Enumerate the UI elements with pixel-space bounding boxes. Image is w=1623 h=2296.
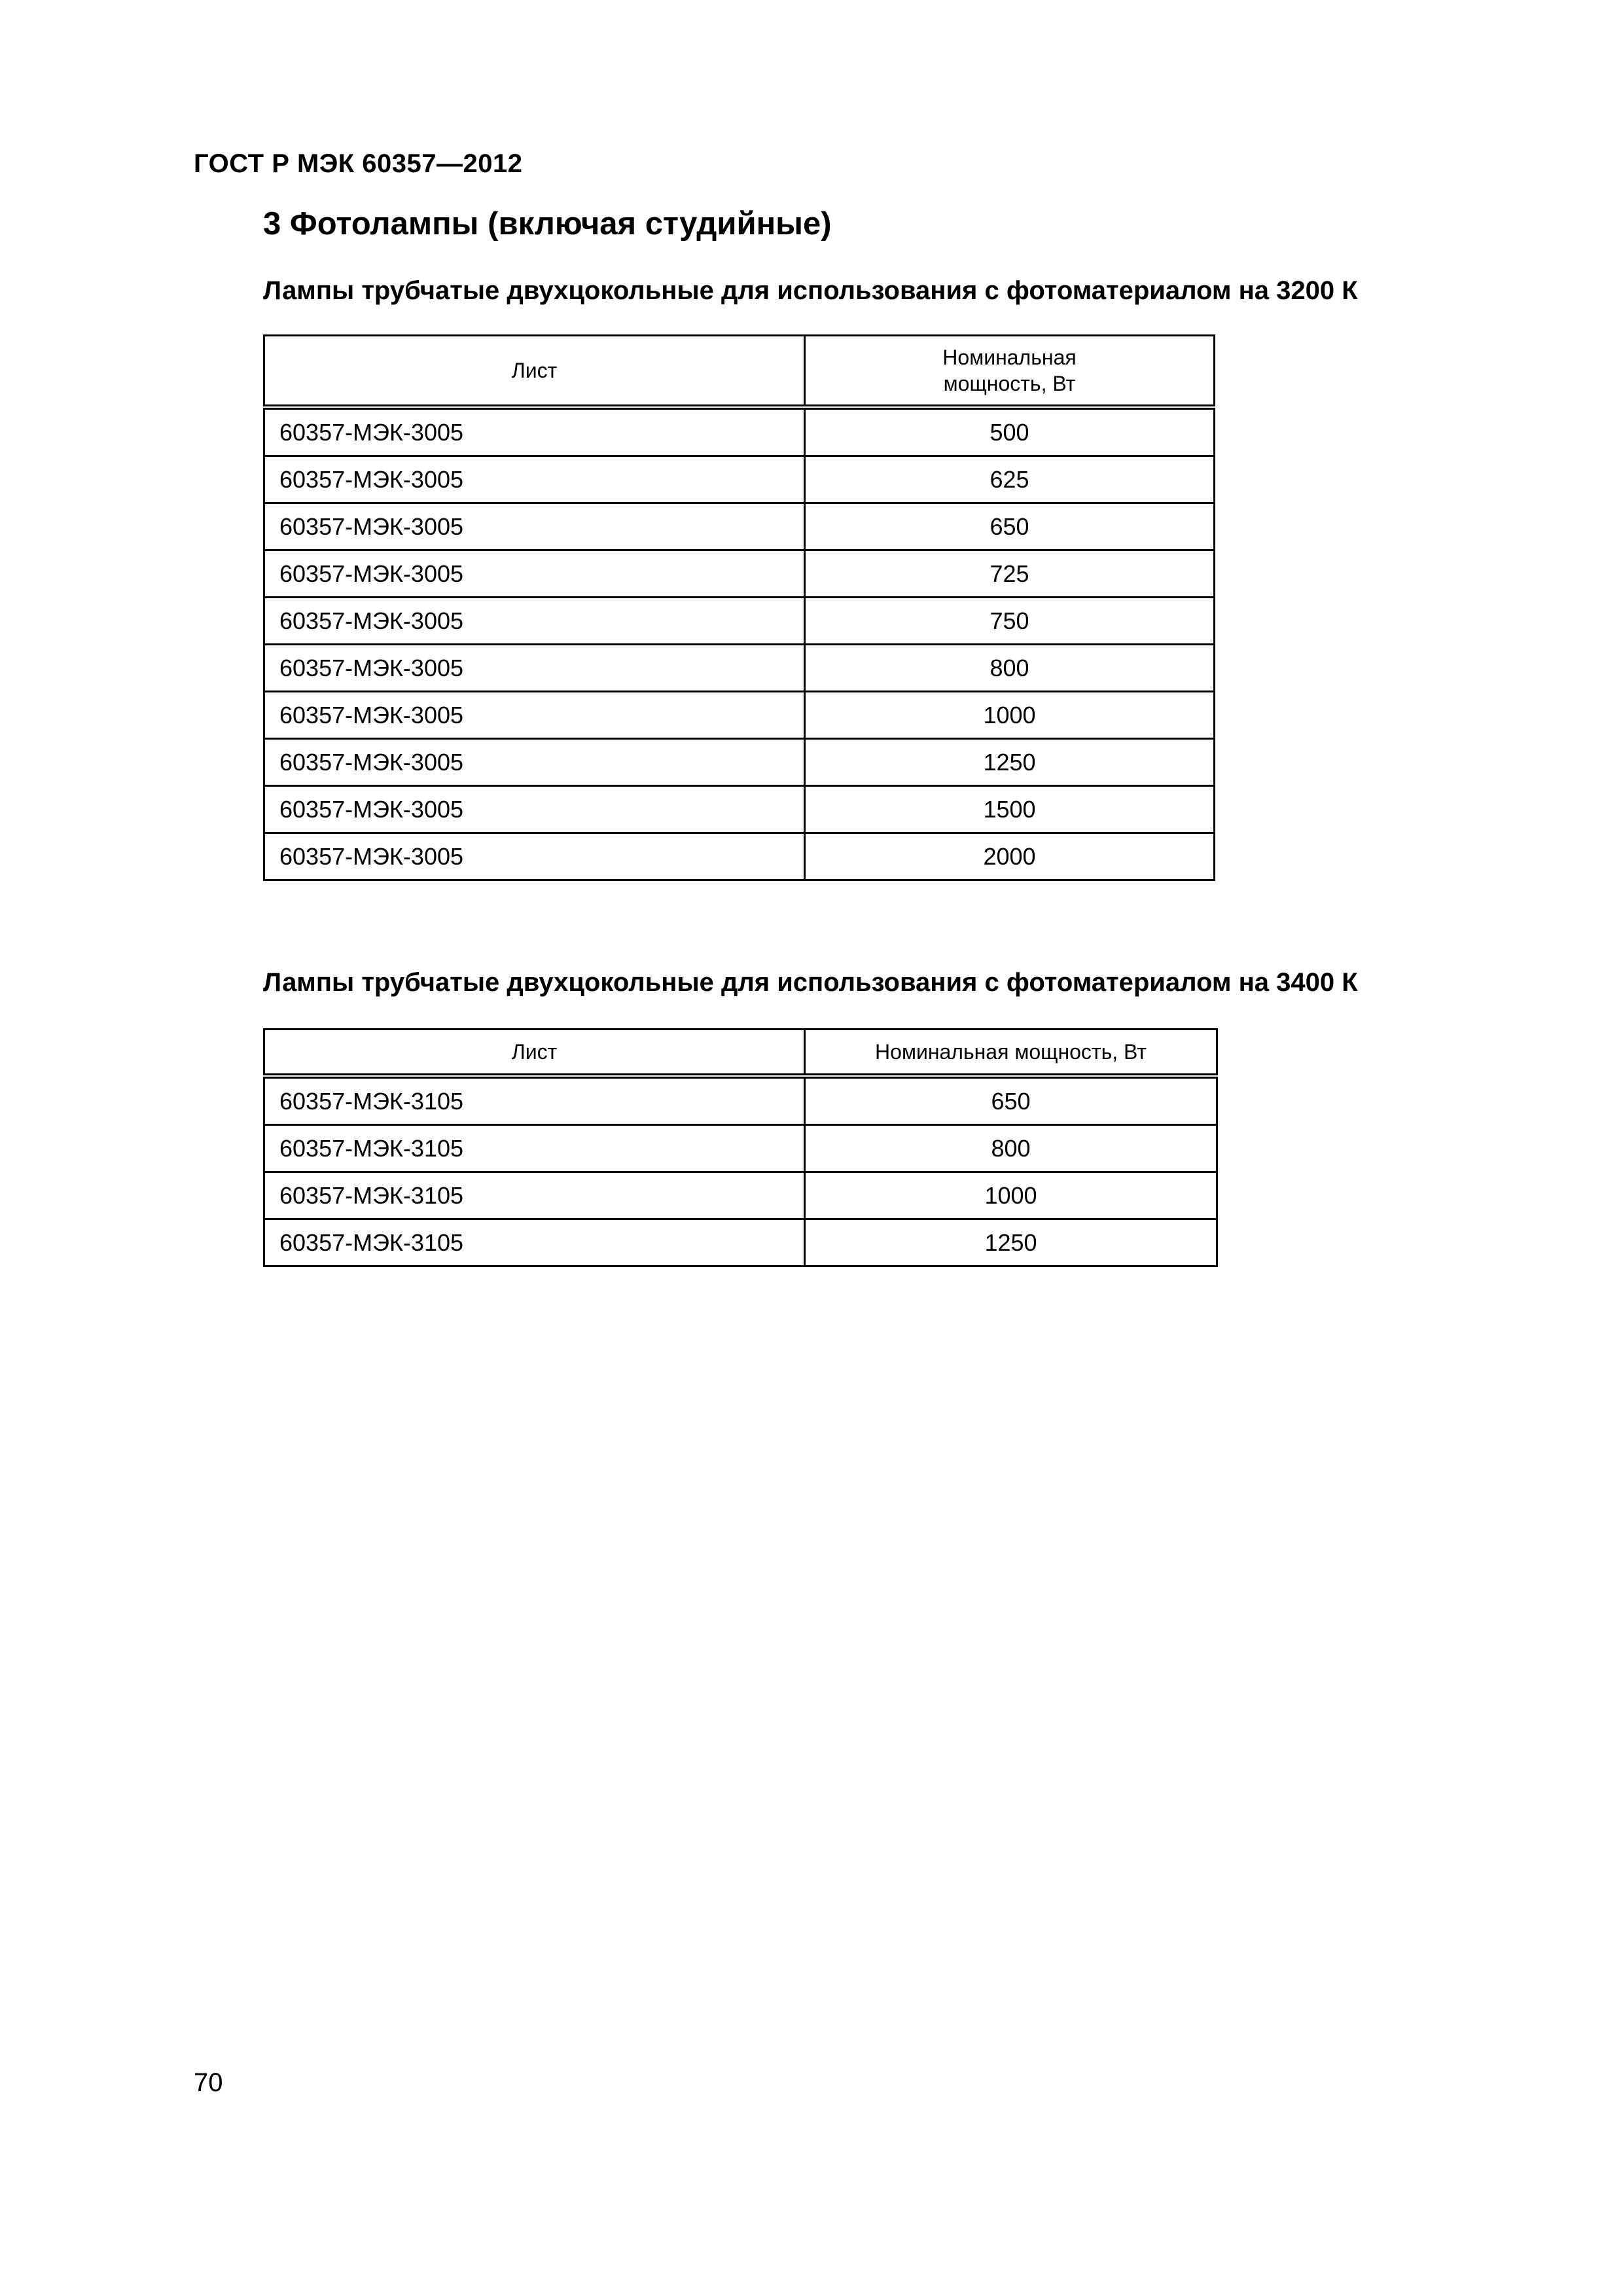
sheet-cell: 60357-МЭК-3105: [264, 1125, 805, 1172]
power-cell: 2000: [805, 833, 1215, 880]
table-row: [264, 407, 1215, 456]
table-row: [264, 786, 1215, 833]
table-3400-caption: Лампы трубчатые двухцокольные для использования с фотоматериалом на 3400 К: [263, 968, 1358, 997]
section-heading: 3 Фотолампы (включая студийные): [263, 206, 832, 242]
column-header-power: [805, 336, 1215, 408]
table-row: [264, 598, 1215, 645]
power-cell: 500: [805, 407, 1215, 456]
table-row: [264, 645, 1215, 692]
sheet-cell: 60357-МЭК-3005: [264, 503, 805, 550]
column-header-power-line1: Номинальная: [942, 346, 1077, 369]
power-cell: 1250: [805, 1219, 1217, 1266]
sheet-cell: 60357-МЭК-3005: [264, 598, 805, 645]
column-header-sheet: Лист: [264, 336, 805, 408]
sheet-cell: 60357-МЭК-3005: [264, 550, 805, 598]
page-number: 70: [194, 2068, 223, 2097]
sheet-cell: 60357-МЭК-3105: [264, 1076, 805, 1125]
power-cell: 1500: [805, 786, 1215, 833]
power-cell: 1000: [805, 1172, 1217, 1219]
table-header-row: [264, 1030, 1217, 1077]
sheet-cell: 60357-МЭК-3105: [264, 1172, 805, 1219]
power-cell: 750: [805, 598, 1215, 645]
table-3200k: [263, 334, 1215, 881]
power-cell: 650: [805, 1076, 1217, 1125]
power-cell: 625: [805, 456, 1215, 503]
table-3200-caption: Лампы трубчатые двухцокольные для использования с фотоматериалом на 3200 К: [263, 276, 1358, 305]
table-row: [264, 739, 1215, 786]
sheet-cell: 60357-МЭК-3005: [264, 456, 805, 503]
sheet-cell: 60357-МЭК-3005: [264, 786, 805, 833]
sheet-cell: 60357-МЭК-3005: [264, 692, 805, 739]
column-header-power-line2: мощность, Вт: [943, 372, 1076, 395]
table-row: [264, 1219, 1217, 1266]
table-3400k: [263, 1028, 1218, 1267]
table-row: [264, 1125, 1217, 1172]
power-cell: 650: [805, 503, 1215, 550]
table-row: [264, 550, 1215, 598]
table-row: [264, 692, 1215, 739]
power-cell: 1000: [805, 692, 1215, 739]
table-row: [264, 1076, 1217, 1125]
sheet-cell: 60357-МЭК-3005: [264, 739, 805, 786]
table-row: [264, 833, 1215, 880]
power-cell: 800: [805, 645, 1215, 692]
document-code: ГОСТ Р МЭК 60357—2012: [194, 149, 523, 178]
power-cell: 1250: [805, 739, 1215, 786]
sheet-cell: 60357-МЭК-3005: [264, 407, 805, 456]
power-cell: 725: [805, 550, 1215, 598]
power-cell: 800: [805, 1125, 1217, 1172]
table-row: [264, 456, 1215, 503]
sheet-cell: 60357-МЭК-3105: [264, 1219, 805, 1266]
sheet-cell: 60357-МЭК-3005: [264, 645, 805, 692]
column-header-sheet: Лист: [264, 1030, 805, 1077]
table-row: [264, 503, 1215, 550]
table-header-row: [264, 336, 1215, 408]
sheet-cell: 60357-МЭК-3005: [264, 833, 805, 880]
column-header-power: Номинальная мощность, Вт: [805, 1030, 1217, 1077]
table-row: [264, 1172, 1217, 1219]
